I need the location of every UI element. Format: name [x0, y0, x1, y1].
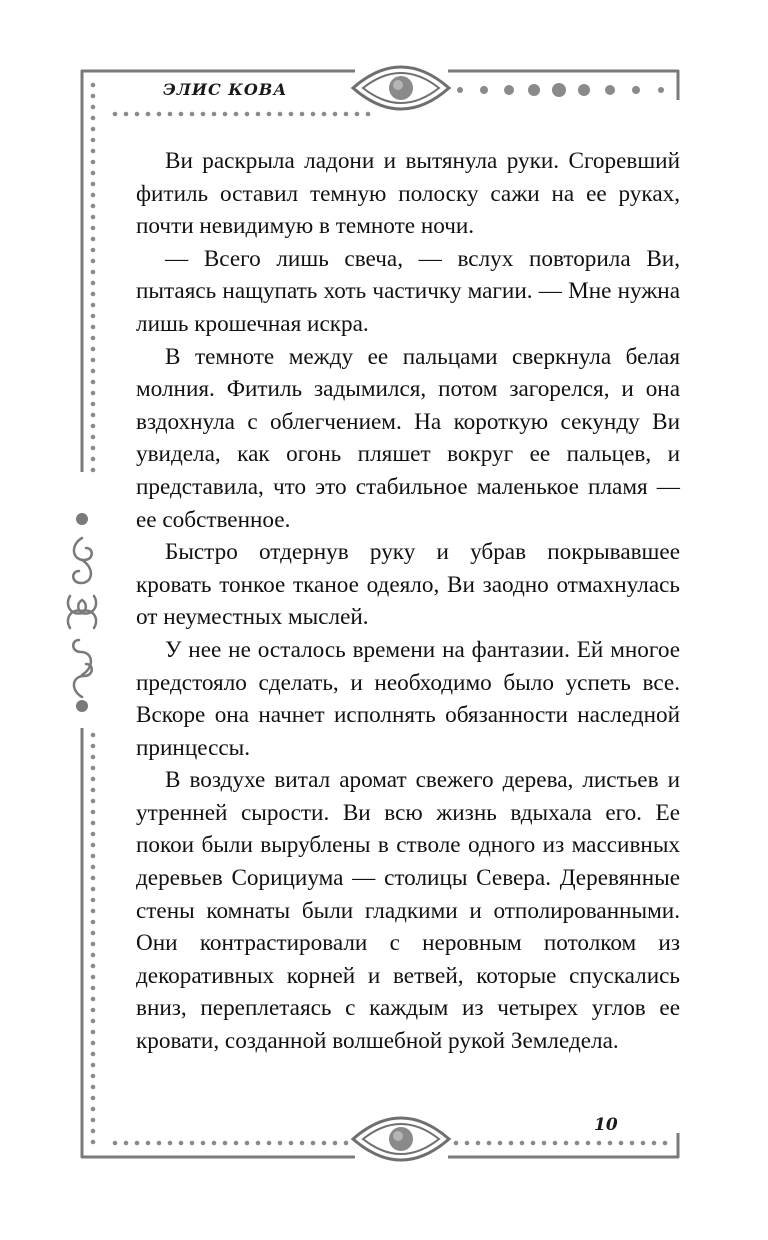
left-flourish-ornament-icon — [68, 513, 96, 712]
dotted-line-left-upper — [91, 83, 96, 473]
dotted-line-bottom-right — [454, 1141, 668, 1146]
paragraph: — Всего лишь свеча, — вслух повторила Ви, пытаясь нащупать хоть частичку магии. — Мне нужна лишь крошечная искра. — [136, 245, 680, 337]
paragraph: Ви раскрыла ладони и вытянула руки. Сгоревший фитиль оставил темную полоску сажи на ее руках, почти невидимую в темноте ночи. — [136, 148, 680, 240]
body-text — [136, 145, 680, 1058]
running-head-author: ЭЛИС КОВА — [163, 80, 288, 99]
paragraph: В воздухе витал аромат свежего дерева, листьев и утренней сырости. Ви всю жизнь вдыхала его. Ее покои были вырублены в стволе одного из массивных деревьев Сорициума — столицы Севера. Деревянные стены комнаты были гладкими и отполированными. Они контрастировали с неровным потолком из декоративных корней и ветвей, которые спускались вниз, переплетаясь с каждым из четырех углов ее кровати, созданной волшебной рукой Земледела. — [136, 767, 680, 1055]
header-dot-row — [457, 83, 664, 97]
eye-ornament-bottom-icon — [353, 1118, 449, 1160]
paragraph: В темноте между ее пальцами сверкнула белая молния. Фитиль задымился, потом загорелся, и она вздохнула с облегчением. На короткую секунду Ви увидела, как огонь пляшет вокруг ее пальцев, и представила, что это стабильное маленькое пламя — ее собственное. — [136, 343, 680, 533]
dotted-line-top — [113, 112, 371, 117]
page-number: 10 — [594, 1115, 618, 1135]
paragraph: Быстро отдернув руку и убрав покрывавшее кровать тонкое тканое одеяло, Ви заодно отмахнулась от неуместных мыслей. — [136, 539, 680, 631]
dotted-line-bottom-left — [113, 1141, 349, 1146]
dotted-line-left-lower — [91, 733, 96, 1145]
eye-ornament-top-icon — [353, 67, 449, 109]
paragraph: У нее не осталось времени на фантазии. Ей многое предстояло сделать, и необходимо было успеть все. Вскоре она начнет исполнять обязанности наследной принцессы. — [136, 636, 680, 761]
